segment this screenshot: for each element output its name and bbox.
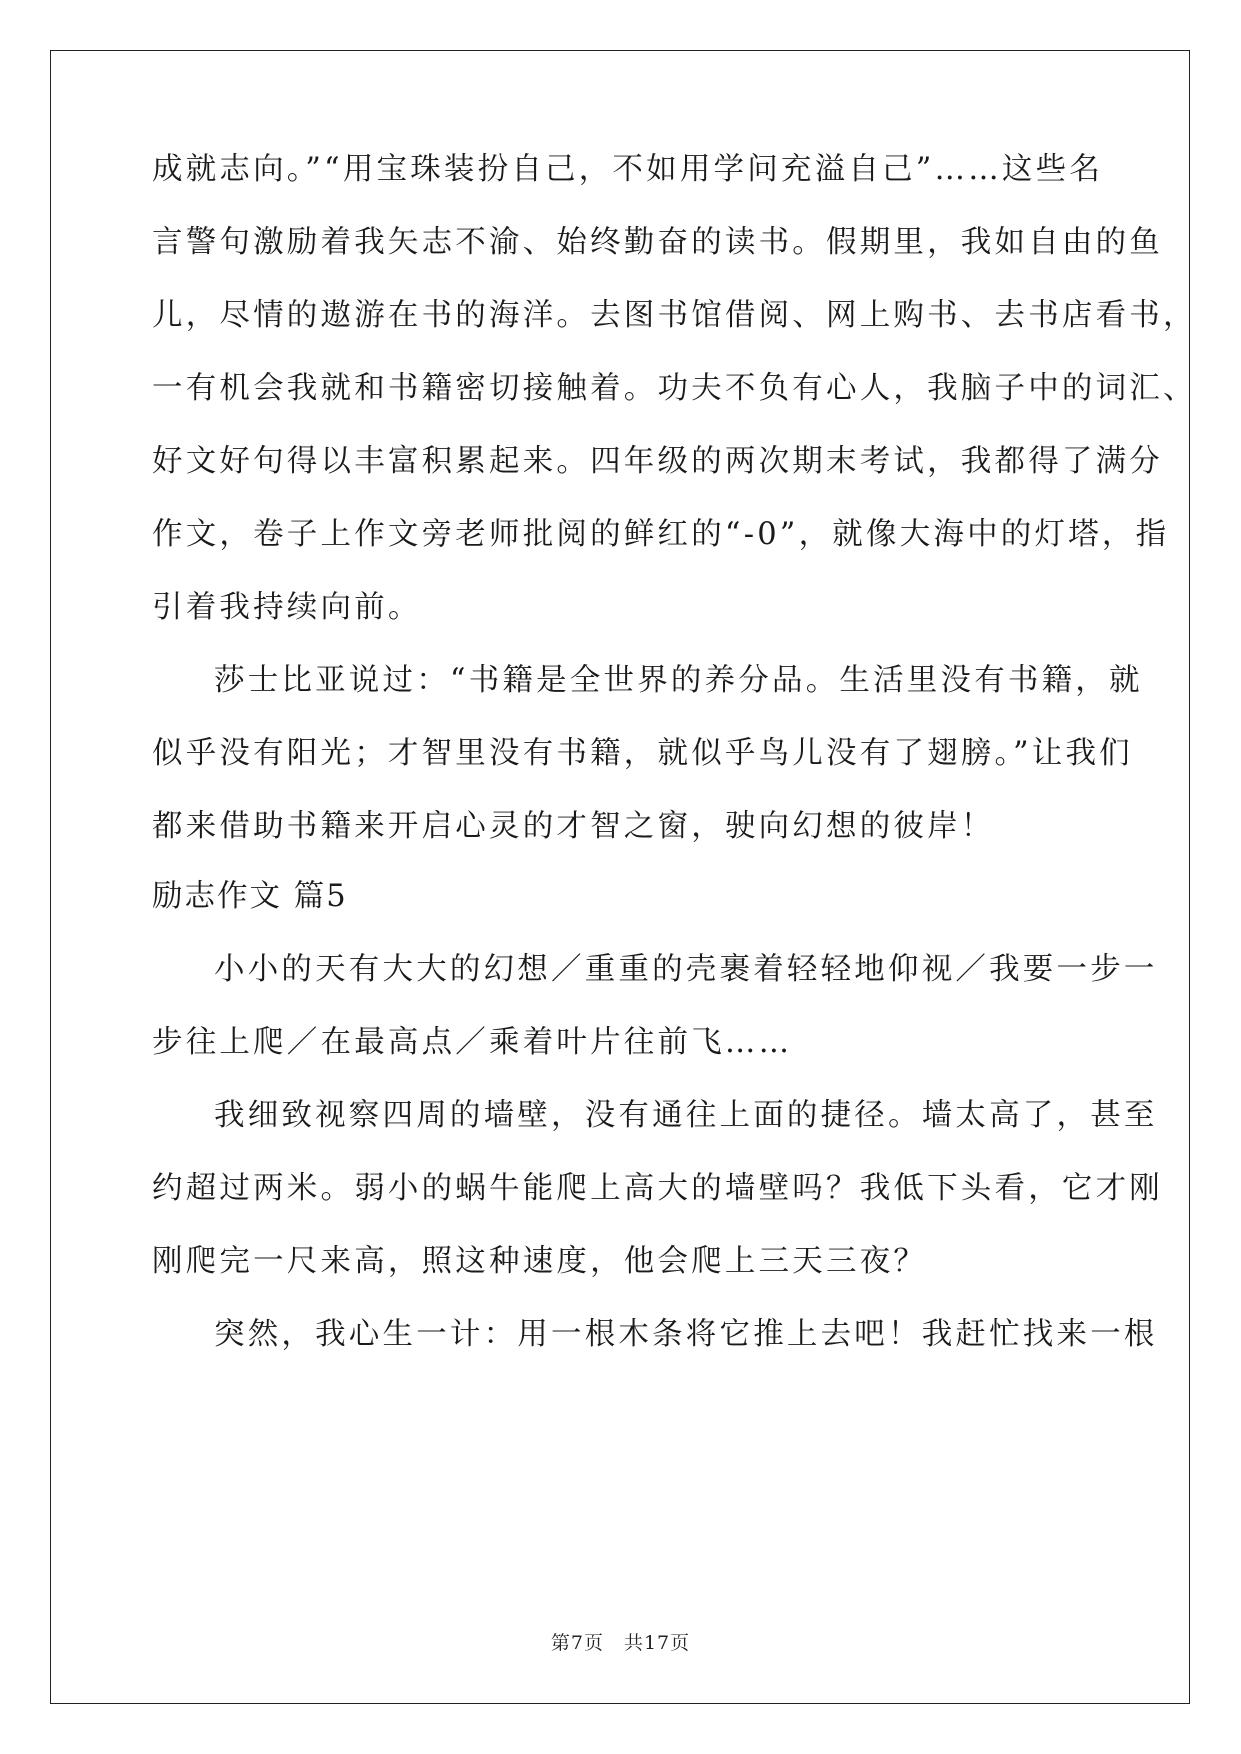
text-line: 莎士比亚说过：“书籍是全世界的养分品。生活里没有书籍，就 [214, 663, 1143, 698]
text-line: 言警句激励着我矢志不渝、始终勤奋的读书。假期里，我如自由的鱼 [152, 225, 1163, 260]
text-line: 一有机会我就和书籍密切接触着。功夫不负有心人，我脑子中的词汇、 [152, 371, 1197, 406]
text-line: 刚爬完一尺来高，照这种速度，他会爬上三天三夜？ [152, 1244, 928, 1279]
text-line: 引着我持续向前。 [152, 590, 422, 625]
text-line: 突然，我心生一计：用一根木条将它推上去吧！我赶忙找来一根 [214, 1317, 1158, 1352]
text-line: 都来借助书籍来开启心灵的才智之窗，驶向幻想的彼岸！ [152, 809, 995, 844]
section-heading: 励志作文 篇5 [152, 879, 348, 914]
text-line: 似乎没有阳光；才智里没有书籍，就似乎鸟儿没有了翅膀。”让我们 [152, 736, 1133, 771]
page-number: 第7页 共17页 [550, 1632, 691, 1654]
text-line: 小小的天有大大的幻想／重重的壳裹着轻轻地仰视／我要一步一 [214, 952, 1158, 987]
text-line: 作文，卷子上作文旁老师批阅的鲜红的“-0”，就像大海中的灯塔，指 [152, 517, 1170, 552]
text-line: 成就志向。”“用宝珠装扮自己，不如用学问充溢自己”……这些名 [152, 152, 1104, 187]
text-line: 约超过两米。弱小的蜗牛能爬上高大的墙壁吗？我低下头看，它才刚 [152, 1171, 1163, 1206]
text-line: 儿，尽情的遨游在书的海洋。去图书馆借阅、网上购书、去书店看书， [152, 298, 1197, 333]
text-line: 步往上爬／在最高点／乘着叶片往前飞…… [152, 1025, 793, 1060]
text-line: 好文好句得以丰富积累起来。四年级的两次期末考试，我都得了满分 [152, 444, 1163, 479]
text-line: 我细致视察四周的墙壁，没有通往上面的捷径。墙太高了，甚至 [214, 1098, 1158, 1133]
